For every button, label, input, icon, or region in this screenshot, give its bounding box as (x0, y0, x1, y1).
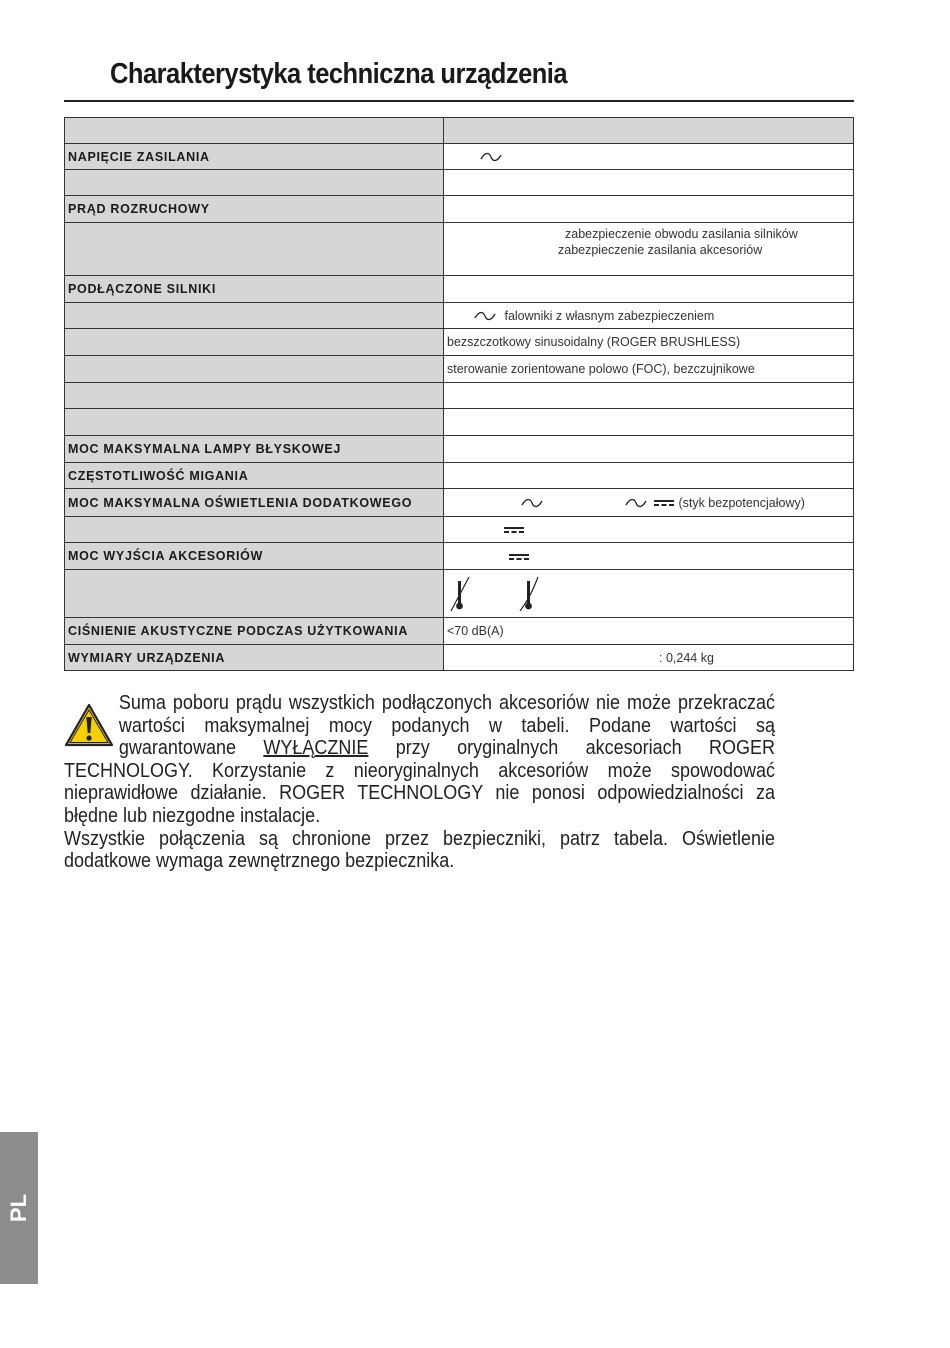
table-row (65, 618, 854, 645)
dc-symbol-icon (503, 526, 525, 534)
warning-text: Suma poboru prądu wszystkich podłączonych akcesoriów nie może przekraczać wartości maksymalnej mocy podanych w tabeli. Podane wartości są gwarantowane (118, 692, 775, 760)
spec-table (64, 117, 854, 671)
table-row (65, 303, 854, 329)
row-label: PODŁĄCZONE SILNIKI (65, 276, 444, 303)
row-label (65, 170, 444, 196)
fuse-note: Wszystkie połączenia są chronione przez bezpieczniki, patrz tabela. Oświetlenie dodatkowe wymaga zewnętrznego bezpiecznika. (64, 827, 775, 873)
row-label: CZĘSTOTLIWOŚĆ MIGANIA (65, 463, 444, 489)
title-divider (64, 100, 854, 102)
dc-symbol-icon (508, 553, 530, 561)
row-value (444, 463, 854, 489)
row-value (444, 276, 854, 303)
table-row (65, 645, 854, 671)
table-row (65, 489, 854, 517)
warning-paragraph (64, 692, 775, 828)
row-label: PRĄD ROZRUCHOWY (65, 196, 444, 223)
row-value (444, 543, 854, 570)
thermometer-icon (448, 575, 472, 613)
row-value (444, 303, 854, 329)
table-row (65, 543, 854, 570)
sine-wave-icon (480, 152, 502, 162)
table-row (65, 118, 854, 144)
table-row (65, 436, 854, 463)
language-tab (0, 1132, 38, 1284)
table-row (65, 276, 854, 303)
row-value (444, 489, 854, 517)
thermometer-icon (517, 575, 541, 613)
table-row (65, 223, 854, 276)
row-label: WYMIARY URZĄDZENIA (65, 645, 444, 671)
row-value (444, 570, 854, 618)
row-value (444, 144, 854, 170)
row-value (444, 118, 854, 144)
row-label: CIŚNIENIE AKUSTYCZNE PODCZAS UŻYTKOWANIA (65, 618, 444, 645)
table-row (65, 517, 854, 543)
table-row (65, 329, 854, 356)
row-label: MOC MAKSYMALNA LAMPY BŁYSKOWEJ (65, 436, 444, 463)
table-row (65, 570, 854, 618)
value-line: zabezpieczenie zasilania akcesoriów (558, 243, 763, 257)
warning-emphasis: WYŁĄCZNIE (263, 737, 369, 760)
table-row (65, 463, 854, 489)
value-text: (styk bezpotencjałowy) (678, 495, 805, 510)
warning-note (64, 692, 775, 873)
value-text: falowniki z własnym zabezpieczeniem (504, 308, 715, 323)
table-row (65, 196, 854, 223)
table-row (65, 144, 854, 170)
page-title: Charakterystyka techniczna urządzenia (110, 58, 568, 90)
row-value: <70 dB(A) (444, 618, 854, 645)
warning-text: przy oryginalnych akcesoriach ROGER TECHNOLOGY. Korzystanie z nieoryginalnych akcesoriów może spowodować nieprawidłowe działanie. ROGER TECHNOLOGY nie ponosi odpowiedzialności za błędne lub niezgodne instalacje. (64, 737, 775, 827)
row-label (65, 118, 444, 144)
row-value (444, 196, 854, 223)
sine-wave-icon (474, 311, 496, 321)
row-label: MOC MAKSYMALNA OŚWIETLENIA DODATKOWEGO (65, 489, 444, 517)
row-label: NAPIĘCIE ZASILANIA (65, 144, 444, 170)
value-line: zabezpieczenie obwodu zasilania silników (565, 227, 798, 241)
row-value (444, 436, 854, 463)
table-row (65, 383, 854, 409)
row-value (444, 223, 854, 276)
row-label (65, 329, 444, 356)
row-value (444, 517, 854, 543)
row-value (444, 645, 854, 671)
sine-wave-icon (521, 498, 543, 508)
row-label (65, 223, 444, 276)
row-value: bezszczotkowy sinusoidalny (ROGER BRUSHLESS) (444, 329, 854, 356)
row-label (65, 570, 444, 618)
row-label (65, 303, 444, 329)
table-row (65, 170, 854, 196)
row-value (444, 409, 854, 436)
value-text: : 0,244 kg (659, 650, 714, 665)
sine-wave-icon (625, 498, 647, 508)
dc-symbol-icon (653, 499, 675, 507)
table-row (65, 409, 854, 436)
row-value (444, 383, 854, 409)
row-label (65, 356, 444, 383)
row-value: sterowanie zorientowane polowo (FOC), bezczujnikowe (444, 356, 854, 383)
row-value (444, 170, 854, 196)
row-label (65, 383, 444, 409)
table-row (65, 356, 854, 383)
row-label (65, 409, 444, 436)
language-code: PL (6, 1193, 31, 1223)
row-label: MOC WYJŚCIA AKCESORIÓW (65, 543, 444, 570)
row-label (65, 517, 444, 543)
